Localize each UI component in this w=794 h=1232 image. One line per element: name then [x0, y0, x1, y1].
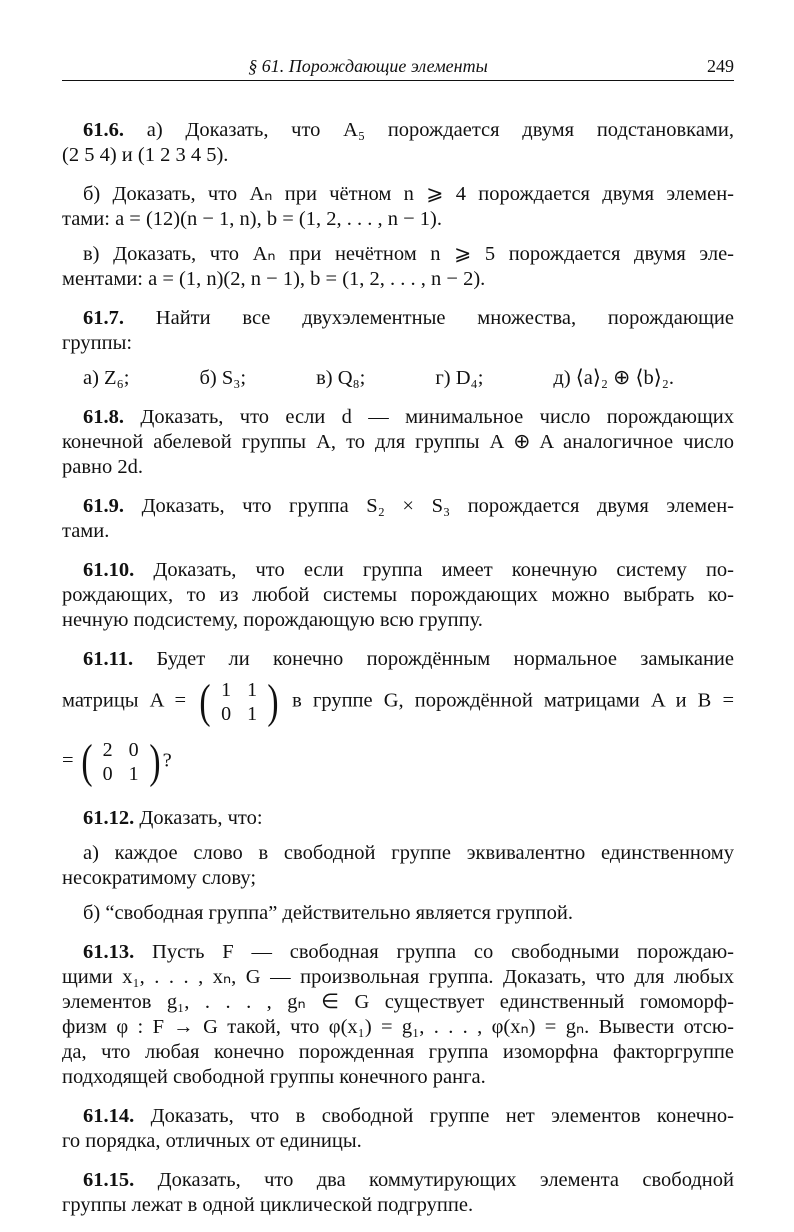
problem-number: 61.13.	[83, 941, 135, 963]
subitem: а) Z₆;	[83, 367, 130, 389]
matrix	[79, 737, 163, 787]
line-text: а) Доказать, что A₅ порождается двумя подстановками,	[124, 119, 734, 141]
problem-paragraph	[62, 405, 734, 480]
matrix	[197, 677, 281, 727]
subitem-list	[62, 366, 734, 391]
line-text: Доказать, что в свободной группе нет элементов конечно-	[134, 1105, 734, 1127]
subitem: д) ⟨a⟩₂ ⊕ ⟨b⟩₂.	[553, 367, 674, 389]
page-number: 249	[707, 56, 734, 76]
problem-number: 61.10.	[83, 559, 135, 581]
problem-list	[62, 118, 734, 1232]
problem-paragraph	[62, 494, 734, 544]
text-line	[62, 841, 734, 866]
line-text: тами: a = (12)(n − 1, n), b = (1, 2, . . . , n − 1).	[62, 208, 443, 230]
text-line	[62, 1193, 734, 1218]
line-text: несократимому слову;	[62, 867, 257, 889]
text-line	[62, 583, 734, 608]
text-line	[62, 806, 734, 831]
text-line	[62, 430, 734, 455]
problem-paragraph	[62, 182, 734, 232]
running-header	[62, 54, 734, 81]
problem-number: 61.12.	[83, 807, 135, 829]
line-text: (2 5 4) и (1 2 3 4 5).	[62, 144, 229, 166]
problem-paragraph	[62, 901, 734, 926]
line-text: щими x₁, . . . , xₙ, G — произвольная группа. Доказать, что для любых	[62, 966, 734, 988]
problem-number: 61.7.	[83, 307, 124, 329]
text-line	[62, 405, 734, 430]
text-line	[62, 1168, 734, 1193]
line-text: да, что любая конечно порожденная группа изоморфна факторгруппе	[62, 1041, 734, 1063]
matrix-entry: 1	[221, 679, 232, 701]
line-text: го порядка, отличных от единицы.	[62, 1130, 362, 1152]
section-title: § 61. Порождающие элементы	[248, 56, 488, 76]
line-text: Доказать, что если d — минимальное число порождающих	[124, 406, 734, 428]
text-line	[62, 1040, 734, 1065]
problem-paragraph	[62, 366, 734, 391]
line-text: элементов g₁, . . . , gₙ ∈ G существует единственный гомоморф-	[62, 991, 734, 1013]
text-line	[62, 866, 734, 891]
text-line	[62, 118, 734, 143]
text-line	[62, 990, 734, 1015]
line-text: Доказать, что:	[134, 807, 263, 829]
matrix-entry: 1	[247, 679, 258, 701]
matrix-entry: 2	[102, 739, 113, 761]
text-line	[62, 940, 734, 965]
text-line	[62, 182, 734, 207]
line-text: б) “свободная группа” действительно является группой.	[83, 902, 573, 924]
line-text: б) Доказать, что Aₙ при чётном n ⩾ 4 порождается двумя элемен-	[83, 183, 734, 205]
problem-number: 61.14.	[83, 1105, 135, 1127]
matrix-entry: 0	[221, 703, 232, 725]
problem-paragraph	[62, 841, 734, 891]
problem-number: 61.6.	[83, 119, 124, 141]
left-paren: (	[81, 735, 93, 788]
text-line	[62, 207, 734, 232]
line-text: Доказать, что два коммутирующих элемента свободной	[134, 1169, 734, 1191]
problem-paragraph	[62, 940, 734, 1090]
text-line	[62, 242, 734, 267]
problem-number: 61.8.	[83, 406, 124, 428]
line-text: Найти все двухэлементные множества, порождающие	[124, 307, 734, 329]
text-line	[62, 965, 734, 990]
text-line	[62, 608, 734, 633]
text-line	[62, 901, 734, 926]
line-text: группы лежат в одной циклической подгруппе.	[62, 1194, 474, 1216]
line-text: в группе G, порождённой матрицами A и B =	[281, 689, 735, 712]
matrix-entry: 1	[247, 703, 258, 725]
problem-paragraph	[62, 242, 734, 292]
line-text: тами.	[62, 520, 110, 542]
matrix-entry: 0	[102, 763, 113, 785]
matrix-entry: 0	[128, 739, 139, 761]
matrix-entry: 1	[128, 763, 139, 785]
problem-number: 61.9.	[83, 495, 124, 517]
text-line	[62, 143, 734, 168]
line-text: группы:	[62, 332, 133, 354]
problem-paragraph	[62, 647, 734, 792]
text-line	[62, 1104, 734, 1129]
problem-paragraph	[62, 558, 734, 633]
right-paren: )	[267, 675, 279, 728]
line-text: матрицы A =	[62, 689, 198, 712]
line-text: в) Доказать, что Aₙ при нечётном n ⩾ 5 порождается двумя эле-	[83, 243, 734, 265]
text-line	[62, 331, 734, 356]
problem-paragraph	[62, 1168, 734, 1218]
matrix-table	[213, 678, 265, 726]
line-text: Пусть F — свободная группа со свободными порождаю-	[134, 941, 734, 963]
problem-paragraph	[62, 1104, 734, 1154]
right-paren: )	[149, 735, 161, 788]
line-text: равно 2d.	[62, 456, 143, 478]
text-line	[62, 494, 734, 519]
text-line	[62, 558, 734, 583]
problem-number: 61.11.	[83, 648, 134, 670]
line-text: конечной абелевой группы A, то для группы A ⊕ A аналогичное число	[62, 431, 734, 453]
problem-paragraph	[62, 118, 734, 168]
line-text: а) каждое слово в свободной группе эквивалентно единственному	[83, 842, 734, 864]
text-line	[62, 672, 734, 732]
text-line	[62, 455, 734, 480]
line-text: ?	[162, 749, 172, 772]
problem-number: 61.15.	[83, 1169, 135, 1191]
line-text: физм φ : F → G такой, что φ(x₁) = g₁, . . . , φ(xₙ) = gₙ. Вывести отсю-	[62, 1016, 734, 1038]
subitem: б) S₃;	[199, 367, 247, 389]
subitem: г) D₄;	[435, 367, 484, 389]
line-text: Доказать, что группа S₂ × S₃ порождается двумя элемен-	[124, 495, 734, 517]
line-text: Будет ли конечно порождённым нормальное замыкание	[133, 648, 734, 670]
line-text: ментами: a = (1, n)(2, n − 1), b = (1, 2, . . . , n − 2).	[62, 268, 486, 290]
text-line	[62, 267, 734, 292]
line-text: нечную подсистему, порождающую всю группу.	[62, 609, 483, 631]
text-line	[62, 519, 734, 544]
line-text: Доказать, что если группа имеет конечную систему по-	[134, 559, 734, 581]
subitem: в) Q₈;	[316, 367, 366, 389]
left-paren: (	[199, 675, 211, 728]
text-line	[62, 647, 734, 672]
problem-paragraph	[62, 806, 734, 831]
line-text: подходящей свободной группы конечного ранга.	[62, 1066, 486, 1088]
text-line	[62, 1129, 734, 1154]
text-line	[62, 732, 734, 792]
problem-paragraph	[62, 306, 734, 356]
text-line	[62, 306, 734, 331]
line-text: рождающих, то из любой системы порождающих можно выбрать ко-	[62, 584, 734, 606]
matrix-table	[95, 738, 147, 786]
text-line	[62, 1065, 734, 1090]
line-text: =	[62, 749, 79, 772]
text-line	[62, 1015, 734, 1040]
